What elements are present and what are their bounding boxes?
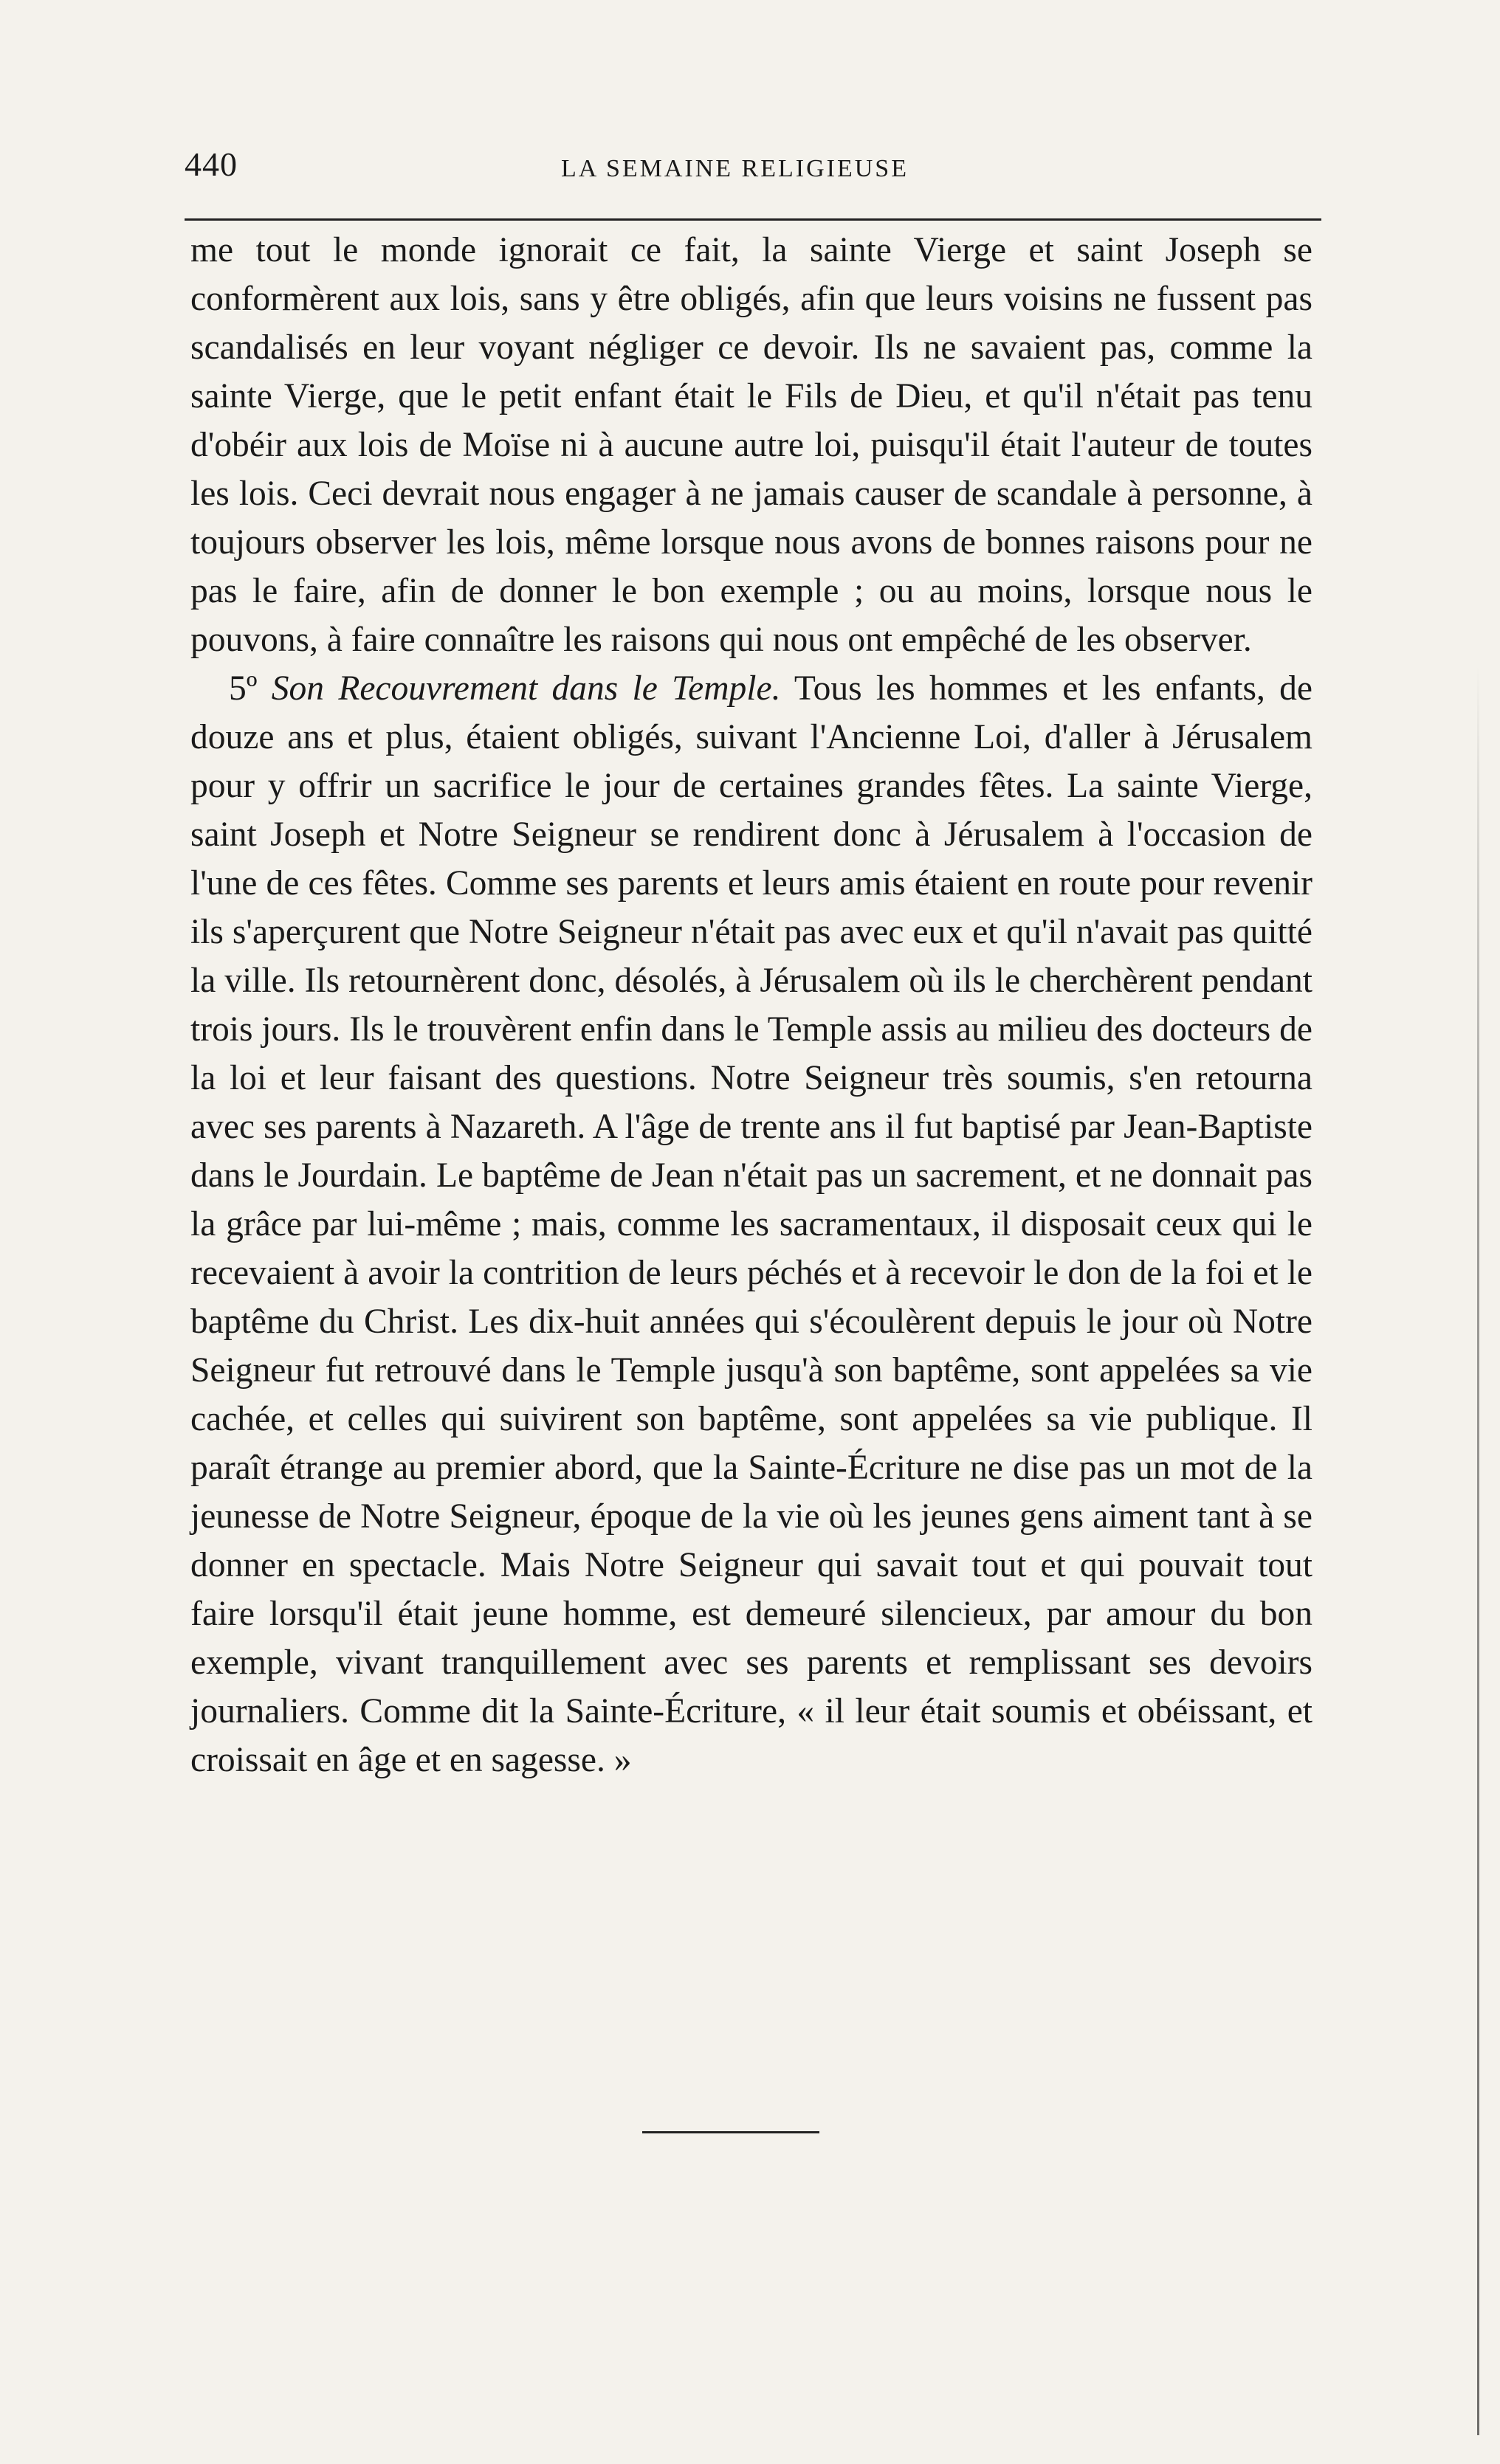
paragraph-section-5: [190, 664, 1312, 1784]
body-text: [190, 226, 1312, 1784]
section-text: Tous les hommes et les enfants, de douze ans et plus, étaient obligés, suivant l'Ancienne Loi, d'aller à Jérusalem pour y offrir un sacrifice le jour de certaines grandes fêtes. La sainte Vierge, saint Joseph et Notre Seigneur se rendirent donc à Jérusalem à l'occasion de l'une de ces fêtes. Comme ses parents et leurs amis étaient en route pour revenir ils s'aperçurent que Notre Seigneur n'était pas avec eux et qu'il n'avait pas quitté la ville. Ils retournèrent donc, désolés, à Jérusalem où ils le cherchèrent pendant trois jours. Ils le trouvèrent enfin dans le Temple assis au milieu des docteurs de la loi et leur faisant des questions. Notre Seigneur très soumis, s'en retourna avec ses parents à Nazareth. A l'âge de trente ans il fut baptisé par Jean-Baptiste dans le Jourdain. Le baptême de Jean n'était pas un sacrement, et ne donnait pas la grâce par lui-même ; mais, comme les sacramentaux, il disposait ceux qui le recevaient à avoir la contrition de leurs péchés et à recevoir le don de la foi et le baptême du Christ. Les dix-huit années qui s'écoulèrent depuis le jour où Notre Seigneur fut retrouvé dans le Temple jusqu'à son baptême, sont appelées sa vie cachée, et celles qui suivirent son baptême, sont appelées sa vie publique. Il paraît étrange au premier abord, que la Sainte-Écriture ne dise pas un mot de la jeunesse de Notre Seigneur, époque de la vie où les jeunes gens aiment tant à se donner en spectacle. Mais Notre Seigneur qui savait tout et qui pouvait tout faire lorsqu'il était jeune homme, est demeuré silencieux, par amour du bon exemple, vivant tranquillement avec ses parents et remplissant ses devoirs journaliers. Comme dit la Sainte-Écriture, « il leur était soumis et obéissant, et croissait en âge et en sagesse. »: [190, 669, 1312, 1779]
section-number: 5º: [229, 669, 258, 708]
scan-edge-shadow: [1477, 664, 1479, 2435]
header-rule: [185, 218, 1321, 221]
running-title: LA SEMAINE RELIGIEUSE: [561, 155, 909, 182]
page-number: 440: [185, 145, 238, 183]
end-rule: [642, 2131, 819, 2133]
page-header: [185, 145, 1321, 196]
paragraph-continued: me tout le monde ignorait ce fait, la sainte Vierge et saint Joseph se conformèrent aux lois, sans y être obligés, afin que leurs voisins ne fussent pas scandalisés en leur voyant négliger ce devoir. Ils ne savaient pas, comme la sainte Vierge, que le petit enfant était le Fils de Dieu, et qu'il n'était pas tenu d'obéir aux lois de Moïse ni à aucune autre loi, puisqu'il était l'auteur de toutes les lois. Ceci devrait nous engager à ne jamais causer de scandale à personne, à toujours observer les lois, même lorsque nous avons de bonnes raisons pour ne pas le faire, afin de donner le bon exemple ; ou au moins, lorsque nous le pouvons, à faire connaître les raisons qui nous ont empêché de les observer.: [190, 231, 1312, 659]
section-title: Son Recouvrement dans le Temple.: [271, 669, 781, 708]
